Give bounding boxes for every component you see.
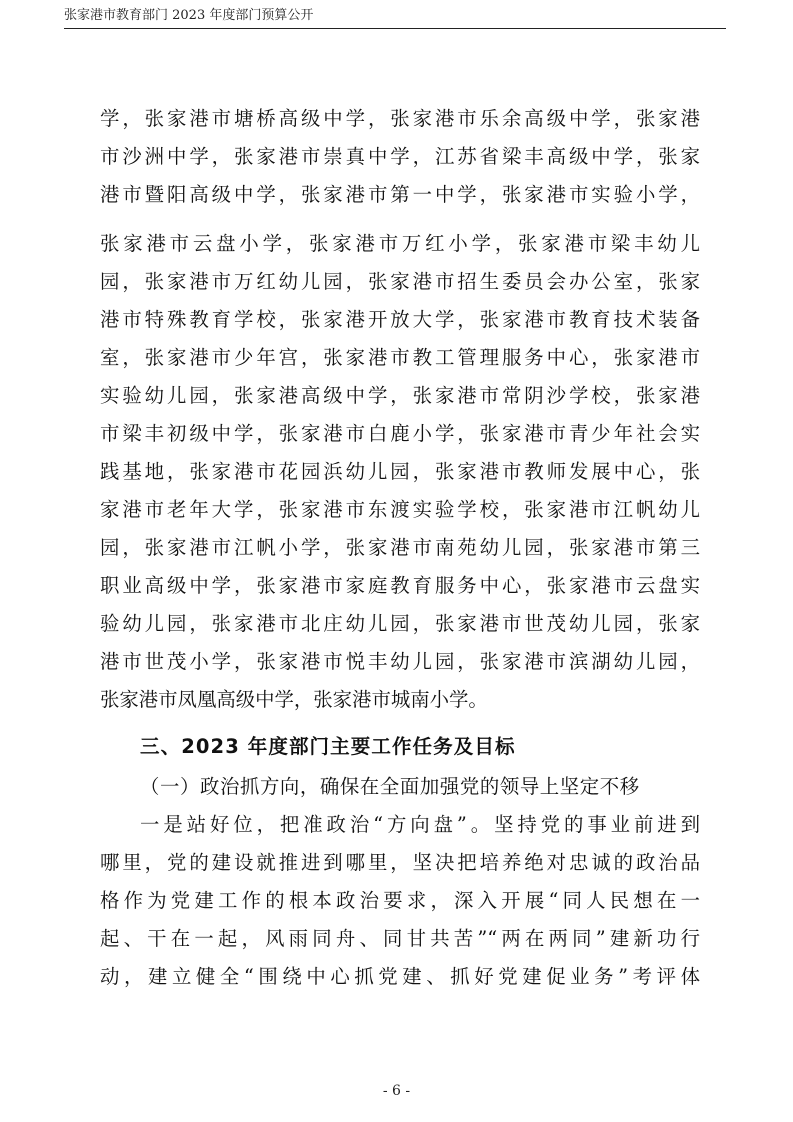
body-line: 验幼儿园，张家港市北庄幼儿园，张家港市世茂幼儿园，张家 bbox=[100, 612, 700, 635]
body-line: 园，张家港市江帆小学，张家港市南苑幼儿园，张家港市第三 bbox=[100, 536, 700, 559]
body-line: 园，张家港市万红幼儿园，张家港市招生委员会办公室，张家 bbox=[100, 270, 700, 293]
header-title: 张家港市教育部门 2023 年度部门预算公开 bbox=[64, 8, 314, 23]
body-line: 学，张家港市塘桥高级中学，张家港市乐余高级中学，张家港 bbox=[100, 107, 700, 130]
body-line: 职业高级中学，张家港市家庭教育服务中心，张家港市云盘实 bbox=[100, 574, 700, 597]
body-line: 室，张家港市少年宫，张家港市教工管理服务中心，张家港市 bbox=[100, 346, 700, 369]
body-line: 港市特殊教育学校，张家港开放大学，张家港市教育技术装备 bbox=[100, 308, 700, 331]
body-line: 践基地，张家港市花园浜幼儿园，张家港市教师发展中心，张 bbox=[100, 460, 700, 483]
body-line: 哪里，党的建设就推进到哪里，坚决把培养绝对忠诚的政治品 bbox=[100, 851, 700, 874]
body-line: 市沙洲中学，张家港市崇真中学，江苏省梁丰高级中学，张家 bbox=[100, 145, 700, 168]
page-header bbox=[64, 6, 726, 29]
body-line: 市梁丰初级中学，张家港市白鹿小学，张家港市青少年社会实 bbox=[100, 422, 700, 445]
body-line: 港市世茂小学，张家港市悦丰幼儿园，张家港市滨湖幼儿园， bbox=[100, 650, 700, 673]
body-line: 港市暨阳高级中学，张家港市第一中学，张家港市实验小学， bbox=[100, 183, 700, 206]
section-heading: 三、2023 年度部门主要工作任务及目标 bbox=[140, 735, 516, 758]
body-line: 家港市老年大学，张家港市东渡实验学校，张家港市江帆幼儿 bbox=[100, 498, 700, 521]
body-line: 动，建立健全“围绕中心抓党建、抓好党建促业务”考评体 bbox=[100, 965, 700, 988]
body-line: 张家港市云盘小学，张家港市万红小学，张家港市梁丰幼儿 bbox=[100, 232, 700, 255]
body-line: 格作为党建工作的根本政治要求，深入开展“同人民想在一 bbox=[100, 889, 700, 912]
body-line: 实验幼儿园，张家港高级中学，张家港市常阴沙学校，张家港 bbox=[100, 384, 700, 407]
page-number: - 6 - bbox=[382, 1083, 411, 1099]
body-line: 张家港市凤凰高级中学，张家港市城南小学。 bbox=[100, 688, 488, 711]
body-line: 起、干在一起，风雨同舟、同甘共苦”“两在两同”建新功行 bbox=[100, 927, 700, 950]
subsection-heading: （一）政治抓方向，确保在全面加强党的领导上坚定不移 bbox=[140, 775, 640, 798]
paragraph-first-line: 一是站好位，把准政治“方向盘”。坚持党的事业前进到 bbox=[140, 813, 700, 836]
